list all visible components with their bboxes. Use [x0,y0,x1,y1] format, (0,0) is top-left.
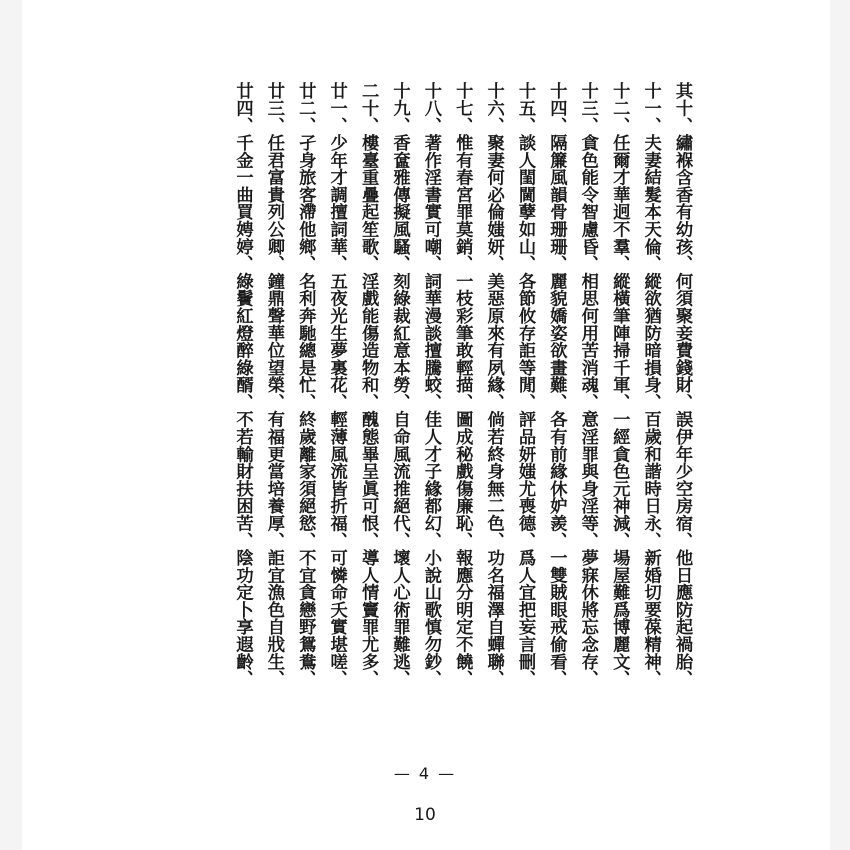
text-column-19: 十九、香奩雅傳擬風騷、刻綠裁紅意本勞、自命風流推絕代、壞人心術罪難逃、 [389,82,410,688]
text-column-14: 十四、隔簾風韻骨珊珊、麗貌嬌姿欲畫難、各有前緣休妒羨、一雙賊眼戒偷看、 [546,82,567,688]
text-column-23: 廿三、任君富貴列公卿、鐘鼎聲華位望榮、有福更當培養厚、詎宜漁色自戕生、 [263,82,284,688]
text-column-21: 廿一、少年才調擅詞華、五夜光生夢裏花、輕薄風流皆折福、可憐命夭實堪嗟、 [326,82,347,688]
vertical-text-block [226,82,697,702]
text-column-22: 廿二、孑身旅客滯他鄉、名利奔馳總是忙、終歲離家須絕慾、不宜貪戀野鴛鴦、 [295,82,316,688]
page-number: — 4 — [393,764,457,783]
text-column-12: 十二、任爾才華迥不羣、縱橫筆陣掃千軍、一經貪色元神減、場屋難爲博麗文、 [609,82,630,688]
text-column-20: 二十、樓臺重疊起笙歌、淫戲能傷造物和、醜態畢呈眞可恨、導人情竇罪尤多、 [358,82,379,688]
text-column-13: 十三、貪色能令智慮昏、相思何用苦消魂、意淫罪與身淫等、夢寐休將忘念存、 [577,82,598,688]
text-column-11: 十一、夫妻結髮本天倫、縱欲猶防暗損身、百歲和諧時日永、新婚切要葆精神、 [640,82,661,688]
text-column-10: 其十、繡褓含香有幼孩、何須聚妾費錢財、誤伊年少空房宿、他日應防起禍胎、 [672,82,692,688]
text-column-16: 十六、聚妻何必倫媸妍、美惡原來有夙緣、倘若終身無二色、功名福澤自蟬聯、 [483,82,504,688]
text-column-15: 十五、談人閨閫孽如山、各節攸存詎等閒、評品妍媸尤喪德、爲人宜把妄言刪、 [515,82,536,688]
folio-number: 10 [414,805,436,825]
text-column-18: 十八、著作淫書實可嘲、詞華漫談擅騰蛟、佳人才子緣都幻、小說山歌慎勿鈔、 [420,82,441,688]
text-column-17: 十七、惟有春宮罪莫銷、一枝彩筆敢輕描、圖成秘戲傷廉恥、報應分明定不饒、 [452,82,473,688]
text-column-24: 廿四、千金一曲買娉婷、綠鬢紅燈醉綠醑、不若輸財扶困苦、陰功定卜享遐齡、 [232,82,253,688]
